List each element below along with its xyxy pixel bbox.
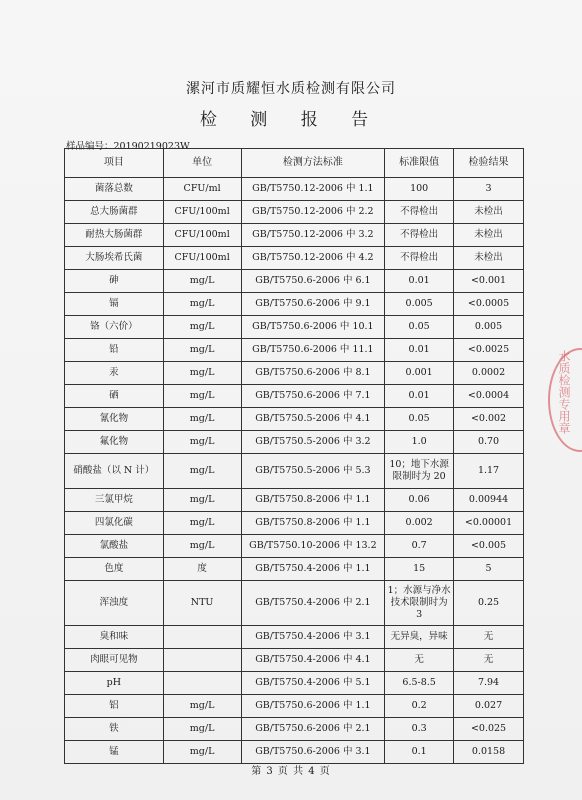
cell-method: GB/T5750.4-2006 中 1.1 [241, 558, 385, 581]
cell-result: 7.94 [454, 672, 524, 695]
table-row [65, 718, 524, 741]
cell-item: 氯酸盐 [65, 535, 164, 558]
cell-unit: mg/L [163, 489, 241, 512]
cell-item: 汞 [65, 362, 164, 385]
cell-unit [163, 626, 241, 649]
cell-limit: 不得检出 [385, 201, 454, 224]
cell-result: 0.70 [454, 431, 524, 454]
cell-limit: 15 [385, 558, 454, 581]
cell-item: 大肠埃希氏菌 [65, 247, 164, 270]
cell-method: GB/T5750.8-2006 中 1.1 [241, 489, 385, 512]
cell-unit: mg/L [163, 408, 241, 431]
cell-unit: CFU/100ml [163, 224, 241, 247]
column-header-result: 检验结果 [454, 149, 524, 178]
cell-limit: 0.05 [385, 408, 454, 431]
table-row [65, 454, 524, 489]
table-row [65, 270, 524, 293]
cell-item: 硝酸盐（以 N 计） [65, 454, 164, 489]
cell-limit: 无 [385, 649, 454, 672]
cell-method: GB/T5750.6-2006 中 8.1 [241, 362, 385, 385]
cell-unit: CFU/ml [163, 178, 241, 201]
column-header-method: 检测方法标准 [241, 149, 385, 178]
cell-item: 四氯化碳 [65, 512, 164, 535]
cell-result: 0.0002 [454, 362, 524, 385]
cell-item: 氟化物 [65, 431, 164, 454]
table-row [65, 741, 524, 764]
cell-limit: 0.3 [385, 718, 454, 741]
cell-limit: 1.0 [385, 431, 454, 454]
table-row [65, 293, 524, 316]
seal-stamp: 水质检测专用章 [548, 348, 582, 452]
cell-unit [163, 672, 241, 695]
cell-limit: 0.01 [385, 385, 454, 408]
column-header-unit: 单位 [163, 149, 241, 178]
cell-result: <0.002 [454, 408, 524, 431]
cell-result: 未检出 [454, 224, 524, 247]
cell-limit: 0.001 [385, 362, 454, 385]
cell-limit: 不得检出 [385, 247, 454, 270]
cell-limit: 10；地下水源限制时为 20 [385, 454, 454, 489]
table-row [65, 695, 524, 718]
cell-result: 未检出 [454, 201, 524, 224]
cell-method: GB/T5750.12-2006 中 2.2 [241, 201, 385, 224]
cell-result: <0.0005 [454, 293, 524, 316]
cell-unit: mg/L [163, 270, 241, 293]
cell-result: 0.00944 [454, 489, 524, 512]
table-row [65, 489, 524, 512]
cell-limit: 1；水源与净水技术限制时为 3 [385, 581, 454, 626]
cell-limit: 0.06 [385, 489, 454, 512]
cell-unit: mg/L [163, 718, 241, 741]
table-row [65, 178, 524, 201]
cell-item: 镉 [65, 293, 164, 316]
cell-item: 浑浊度 [65, 581, 164, 626]
cell-result: 0.027 [454, 695, 524, 718]
cell-method: GB/T5750.6-2006 中 1.1 [241, 695, 385, 718]
table-row [65, 224, 524, 247]
table-row [65, 247, 524, 270]
cell-result: 0.0158 [454, 741, 524, 764]
cell-result: 0.005 [454, 316, 524, 339]
cell-result: 3 [454, 178, 524, 201]
table-row [65, 385, 524, 408]
cell-method: GB/T5750.12-2006 中 4.2 [241, 247, 385, 270]
cell-item: 铝 [65, 695, 164, 718]
cell-item: 氰化物 [65, 408, 164, 431]
cell-item: 臭和味 [65, 626, 164, 649]
cell-item: 硒 [65, 385, 164, 408]
cell-method: GB/T5750.4-2006 中 2.1 [241, 581, 385, 626]
cell-unit: mg/L [163, 316, 241, 339]
cell-method: GB/T5750.5-2006 中 4.1 [241, 408, 385, 431]
cell-method: GB/T5750.6-2006 中 3.1 [241, 741, 385, 764]
table-row [65, 408, 524, 431]
cell-item: 色度 [65, 558, 164, 581]
report-title: 检 测 报 告 [199, 110, 383, 130]
cell-item: 总大肠菌群 [65, 201, 164, 224]
cell-item: 肉眼可见物 [65, 649, 164, 672]
cell-limit: 0.7 [385, 535, 454, 558]
cell-unit: mg/L [163, 431, 241, 454]
cell-result: <0.025 [454, 718, 524, 741]
cell-result: <0.00001 [454, 512, 524, 535]
cell-limit: 0.002 [385, 512, 454, 535]
cell-limit: 0.01 [385, 339, 454, 362]
table-row [65, 626, 524, 649]
cell-item: 三氯甲烷 [65, 489, 164, 512]
cell-item: pH [65, 672, 164, 695]
column-header-item: 项目 [65, 149, 164, 178]
cell-limit: 6.5-8.5 [385, 672, 454, 695]
cell-limit: 0.01 [385, 270, 454, 293]
table-row [65, 581, 524, 626]
sample-number: 样品编号：20190219023W [66, 141, 190, 152]
cell-method: GB/T5750.6-2006 中 10.1 [241, 316, 385, 339]
cell-unit: mg/L [163, 535, 241, 558]
company-name: 漯河市质耀恒水质检测有限公司 [186, 81, 396, 97]
cell-item: 铬（六价） [65, 316, 164, 339]
table-row [65, 316, 524, 339]
cell-method: GB/T5750.4-2006 中 3.1 [241, 626, 385, 649]
cell-limit: 0.005 [385, 293, 454, 316]
cell-result: <0.0025 [454, 339, 524, 362]
page-number: 第 3 页 共 4 页 [251, 766, 331, 777]
cell-result: 无 [454, 649, 524, 672]
table-row [65, 558, 524, 581]
cell-unit: mg/L [163, 741, 241, 764]
cell-unit: mg/L [163, 362, 241, 385]
cell-unit: mg/L [163, 293, 241, 316]
cell-result: 未检出 [454, 247, 524, 270]
cell-result: 5 [454, 558, 524, 581]
table-row [65, 512, 524, 535]
cell-method: GB/T5750.12-2006 中 3.2 [241, 224, 385, 247]
table-header-row [65, 149, 524, 178]
cell-unit [163, 649, 241, 672]
cell-unit: NTU [163, 581, 241, 626]
cell-item: 砷 [65, 270, 164, 293]
table-row [65, 649, 524, 672]
cell-unit: CFU/100ml [163, 201, 241, 224]
cell-limit: 100 [385, 178, 454, 201]
cell-method: GB/T5750.4-2006 中 4.1 [241, 649, 385, 672]
cell-item: 耐热大肠菌群 [65, 224, 164, 247]
cell-unit: mg/L [163, 339, 241, 362]
cell-method: GB/T5750.12-2006 中 1.1 [241, 178, 385, 201]
table-row [65, 672, 524, 695]
cell-method: GB/T5750.6-2006 中 2.1 [241, 718, 385, 741]
cell-unit: mg/L [163, 512, 241, 535]
cell-method: GB/T5750.6-2006 中 6.1 [241, 270, 385, 293]
cell-item: 锰 [65, 741, 164, 764]
column-header-limit: 标准限值 [385, 149, 454, 178]
cell-result: <0.005 [454, 535, 524, 558]
cell-method: GB/T5750.5-2006 中 3.2 [241, 431, 385, 454]
cell-result: <0.0004 [454, 385, 524, 408]
cell-method: GB/T5750.6-2006 中 7.1 [241, 385, 385, 408]
cell-result: 0.25 [454, 581, 524, 626]
table-row [65, 431, 524, 454]
cell-unit: CFU/100ml [163, 247, 241, 270]
cell-limit: 0.05 [385, 316, 454, 339]
cell-limit: 不得检出 [385, 224, 454, 247]
cell-method: GB/T5750.4-2006 中 5.1 [241, 672, 385, 695]
cell-result: 无 [454, 626, 524, 649]
cell-unit: mg/L [163, 454, 241, 489]
cell-method: GB/T5750.10-2006 中 13.2 [241, 535, 385, 558]
cell-method: GB/T5750.8-2006 中 1.1 [241, 512, 385, 535]
cell-method: GB/T5750.6-2006 中 9.1 [241, 293, 385, 316]
cell-result: 1.17 [454, 454, 524, 489]
cell-unit: mg/L [163, 385, 241, 408]
table-row [65, 362, 524, 385]
table-row [65, 201, 524, 224]
cell-unit: 度 [163, 558, 241, 581]
table-row [65, 535, 524, 558]
cell-limit: 0.2 [385, 695, 454, 718]
cell-item: 铁 [65, 718, 164, 741]
cell-unit: mg/L [163, 695, 241, 718]
table-row [65, 339, 524, 362]
cell-item: 铅 [65, 339, 164, 362]
cell-result: <0.001 [454, 270, 524, 293]
cell-item: 菌落总数 [65, 178, 164, 201]
cell-limit: 0.1 [385, 741, 454, 764]
cell-limit: 无异臭，异味 [385, 626, 454, 649]
table-body [65, 178, 524, 764]
results-table [64, 148, 524, 764]
cell-method: GB/T5750.5-2006 中 5.3 [241, 454, 385, 489]
cell-method: GB/T5750.6-2006 中 11.1 [241, 339, 385, 362]
